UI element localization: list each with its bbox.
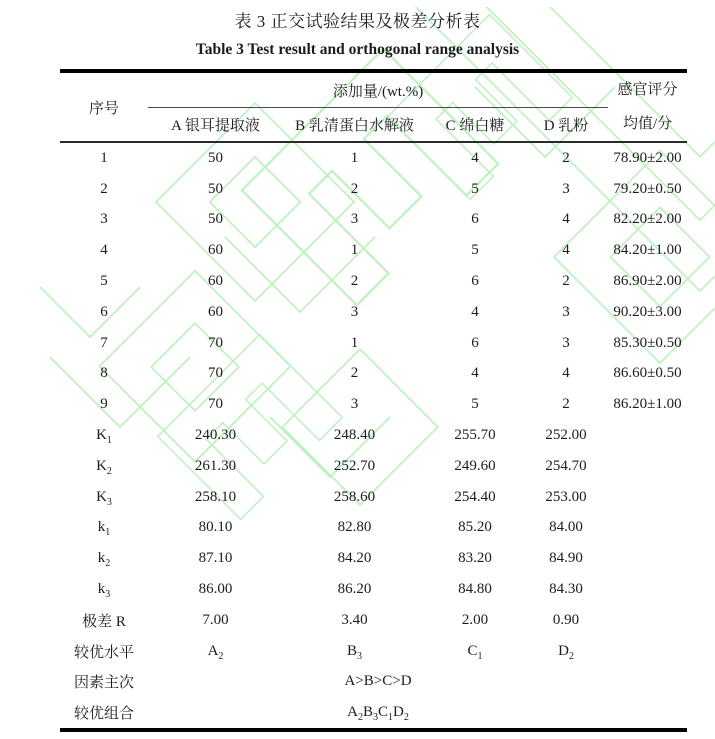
cell-score <box>608 605 687 636</box>
header-sensory-score-line2: 均值/分 <box>622 116 673 132</box>
cell-stat-label: $k_2$ <box>97 550 111 570</box>
stat-row <box>60 636 687 667</box>
cell-stat-label: 较优组合 <box>73 706 135 723</box>
cell-score: 86.20±1.00 <box>613 396 682 413</box>
cell-factor-b: 258.60 <box>333 488 376 505</box>
cell-run-no: 9 <box>100 396 108 413</box>
test-row <box>60 328 687 359</box>
cell-score <box>608 636 687 667</box>
stat-row <box>60 451 687 482</box>
cell-factor-c: 5 <box>471 396 479 413</box>
table-title-en: Table 3 Test result and orthogonal range analysis <box>195 41 520 58</box>
cell-factor-a: 60 <box>208 303 223 320</box>
cell-summary-value: $A_2B_3C_1D_2$ <box>347 704 409 724</box>
test-row <box>60 142 687 174</box>
cell-stat-label: $k_1$ <box>97 519 111 539</box>
stat-row <box>60 513 687 544</box>
cell-factor-c: 84.80 <box>458 581 492 598</box>
stat-row <box>60 605 687 636</box>
test-row <box>60 389 687 420</box>
orthogonal-table-container <box>60 69 687 732</box>
test-row <box>60 174 687 205</box>
cell-factor-a: 50 <box>208 211 223 228</box>
test-row <box>60 297 687 328</box>
cell-factor-c: 6 <box>471 334 479 351</box>
cell-factor-b: $B_3$ <box>346 642 362 662</box>
cell-factor-b: 86.20 <box>337 581 372 598</box>
cell-factor-a: $A_2$ <box>207 642 224 662</box>
cell-run-no: 2 <box>100 180 108 197</box>
cell-score: 78.90±2.00 <box>613 149 682 166</box>
header-factor-c: C 绵白糖 <box>426 108 524 143</box>
stat-row <box>60 482 687 513</box>
cell-factor-c: 5 <box>471 242 479 259</box>
cell-stat-label: 极差 R <box>82 613 126 630</box>
cell-factor-a: 258.10 <box>194 488 237 505</box>
cell-factor-b: 1 <box>350 334 359 351</box>
cell-factor-c: 85.20 <box>458 519 492 536</box>
cell-score: 79.20±0.50 <box>613 180 682 197</box>
cell-factor-b: 2 <box>350 365 359 382</box>
cell-factor-d: 4 <box>562 365 570 382</box>
cell-factor-b: 3 <box>350 396 359 413</box>
header-index: 序号 <box>60 71 148 142</box>
cell-factor-c: 5 <box>471 180 479 197</box>
cell-factor-c: 4 <box>471 365 479 382</box>
cell-run-no: 5 <box>100 273 108 290</box>
cell-factor-a: 50 <box>208 149 223 166</box>
cell-summary-value: A>B>C>D <box>344 673 412 690</box>
cell-factor-b: 248.40 <box>333 427 376 444</box>
cell-run-no: 7 <box>100 334 108 351</box>
cell-stat-label: $K_1$ <box>96 427 112 447</box>
header-factor-a: A 银耳提取液 <box>148 108 283 143</box>
cell-score <box>608 667 687 698</box>
cell-factor-c: 255.70 <box>454 427 496 444</box>
stat-row <box>60 420 687 451</box>
cell-factor-a: 60 <box>208 242 223 259</box>
summary-row <box>60 697 687 730</box>
cell-factor-b: 3 <box>350 303 359 320</box>
cell-factor-b: 84.20 <box>337 550 372 567</box>
cell-factor-a: 87.10 <box>198 550 233 567</box>
cell-factor-b: 3 <box>350 211 359 228</box>
cell-factor-a: 70 <box>208 396 223 413</box>
cell-score: 86.90±2.00 <box>613 273 682 290</box>
cell-stat-label: $k_3$ <box>97 581 111 601</box>
header-additive-group: 添加量/(wt.%) <box>148 71 608 108</box>
cell-score <box>608 697 687 730</box>
summary-row <box>60 667 687 698</box>
cell-factor-d: 252.00 <box>545 427 587 444</box>
cell-factor-c: 2.00 <box>461 611 489 628</box>
test-row <box>60 266 687 297</box>
cell-factor-d: 84.30 <box>549 581 583 598</box>
cell-factor-a: 7.00 <box>202 611 229 628</box>
table-title-zh: 表 3 正交试验结果及极差分析表 <box>234 12 481 31</box>
cell-factor-c: 83.20 <box>458 550 492 567</box>
cell-factor-b: 2 <box>350 180 359 197</box>
cell-score <box>608 543 687 574</box>
cell-factor-c: $C_1$ <box>467 642 483 662</box>
cell-factor-d: 253.00 <box>545 488 587 505</box>
cell-factor-d: 84.90 <box>549 550 583 567</box>
cell-factor-a: 50 <box>208 180 223 197</box>
cell-factor-d: 2 <box>562 149 570 166</box>
cell-factor-d: 84.00 <box>549 519 583 536</box>
table-body <box>60 142 687 730</box>
cell-factor-c: 6 <box>471 211 479 228</box>
cell-run-no: 6 <box>100 303 108 320</box>
test-row <box>60 205 687 236</box>
header-sensory-score-line1: 感官评分 <box>617 82 678 98</box>
cell-run-no: 3 <box>100 211 108 228</box>
cell-factor-d: 3 <box>562 334 570 351</box>
cell-run-no: 1 <box>100 149 108 166</box>
test-row <box>60 359 687 390</box>
cell-score: 82.20±2.00 <box>613 211 682 228</box>
cell-factor-d: 3 <box>562 303 570 320</box>
cell-factor-c: 249.60 <box>454 457 496 474</box>
cell-run-no: 4 <box>100 242 108 259</box>
cell-score <box>608 482 687 513</box>
cell-score: 84.20±1.00 <box>613 242 682 259</box>
cell-score <box>608 513 687 544</box>
cell-run-no: 8 <box>100 365 108 382</box>
cell-stat-label: 因素主次 <box>73 675 135 692</box>
cell-factor-d: 2 <box>562 396 570 413</box>
cell-score: 86.60±0.50 <box>613 365 682 382</box>
cell-factor-d: 3 <box>562 180 570 197</box>
cell-factor-d: 4 <box>562 242 570 259</box>
cell-score <box>608 420 687 451</box>
cell-factor-a: 80.10 <box>198 519 233 536</box>
cell-factor-b: 2 <box>350 273 359 290</box>
cell-score <box>608 574 687 605</box>
cell-factor-b: 1 <box>350 242 359 259</box>
cell-factor-a: 240.30 <box>194 427 237 444</box>
cell-score <box>608 451 687 482</box>
cell-factor-c: 6 <box>471 273 479 290</box>
cell-factor-b: 252.70 <box>333 457 376 474</box>
cell-factor-c: 4 <box>471 149 479 166</box>
cell-factor-a: 70 <box>208 334 223 351</box>
cell-score: 85.30±0.50 <box>613 334 682 351</box>
stat-row <box>60 543 687 574</box>
cell-stat-label: $K_3$ <box>96 488 112 508</box>
cell-factor-c: 254.40 <box>454 488 496 505</box>
cell-stat-label: $K_2$ <box>96 457 112 477</box>
test-row <box>60 235 687 266</box>
stat-row <box>60 574 687 605</box>
cell-factor-c: 4 <box>471 303 479 320</box>
cell-factor-b: 3.40 <box>341 611 368 628</box>
cell-factor-d: 2 <box>562 273 570 290</box>
header-factor-b: B 乳清蛋白水解液 <box>283 108 426 143</box>
cell-factor-a: 86.00 <box>198 581 233 598</box>
cell-factor-d: 0.90 <box>552 611 580 628</box>
cell-factor-d: $D_2$ <box>558 642 574 662</box>
orthogonal-analysis-table <box>60 69 687 732</box>
cell-score: 90.20±3.00 <box>613 303 682 320</box>
cell-factor-a: 60 <box>208 273 223 290</box>
cell-factor-b: 1 <box>350 149 359 166</box>
cell-factor-b: 82.80 <box>337 519 372 536</box>
cell-stat-label: 较优水平 <box>73 644 135 661</box>
cell-factor-a: 70 <box>208 365 223 382</box>
cell-factor-a: 261.30 <box>194 457 237 474</box>
header-factor-d: D 乳粉 <box>524 108 608 143</box>
cell-factor-d: 4 <box>562 211 570 228</box>
cell-factor-d: 254.70 <box>545 457 587 474</box>
header-sensory-score <box>608 71 687 142</box>
